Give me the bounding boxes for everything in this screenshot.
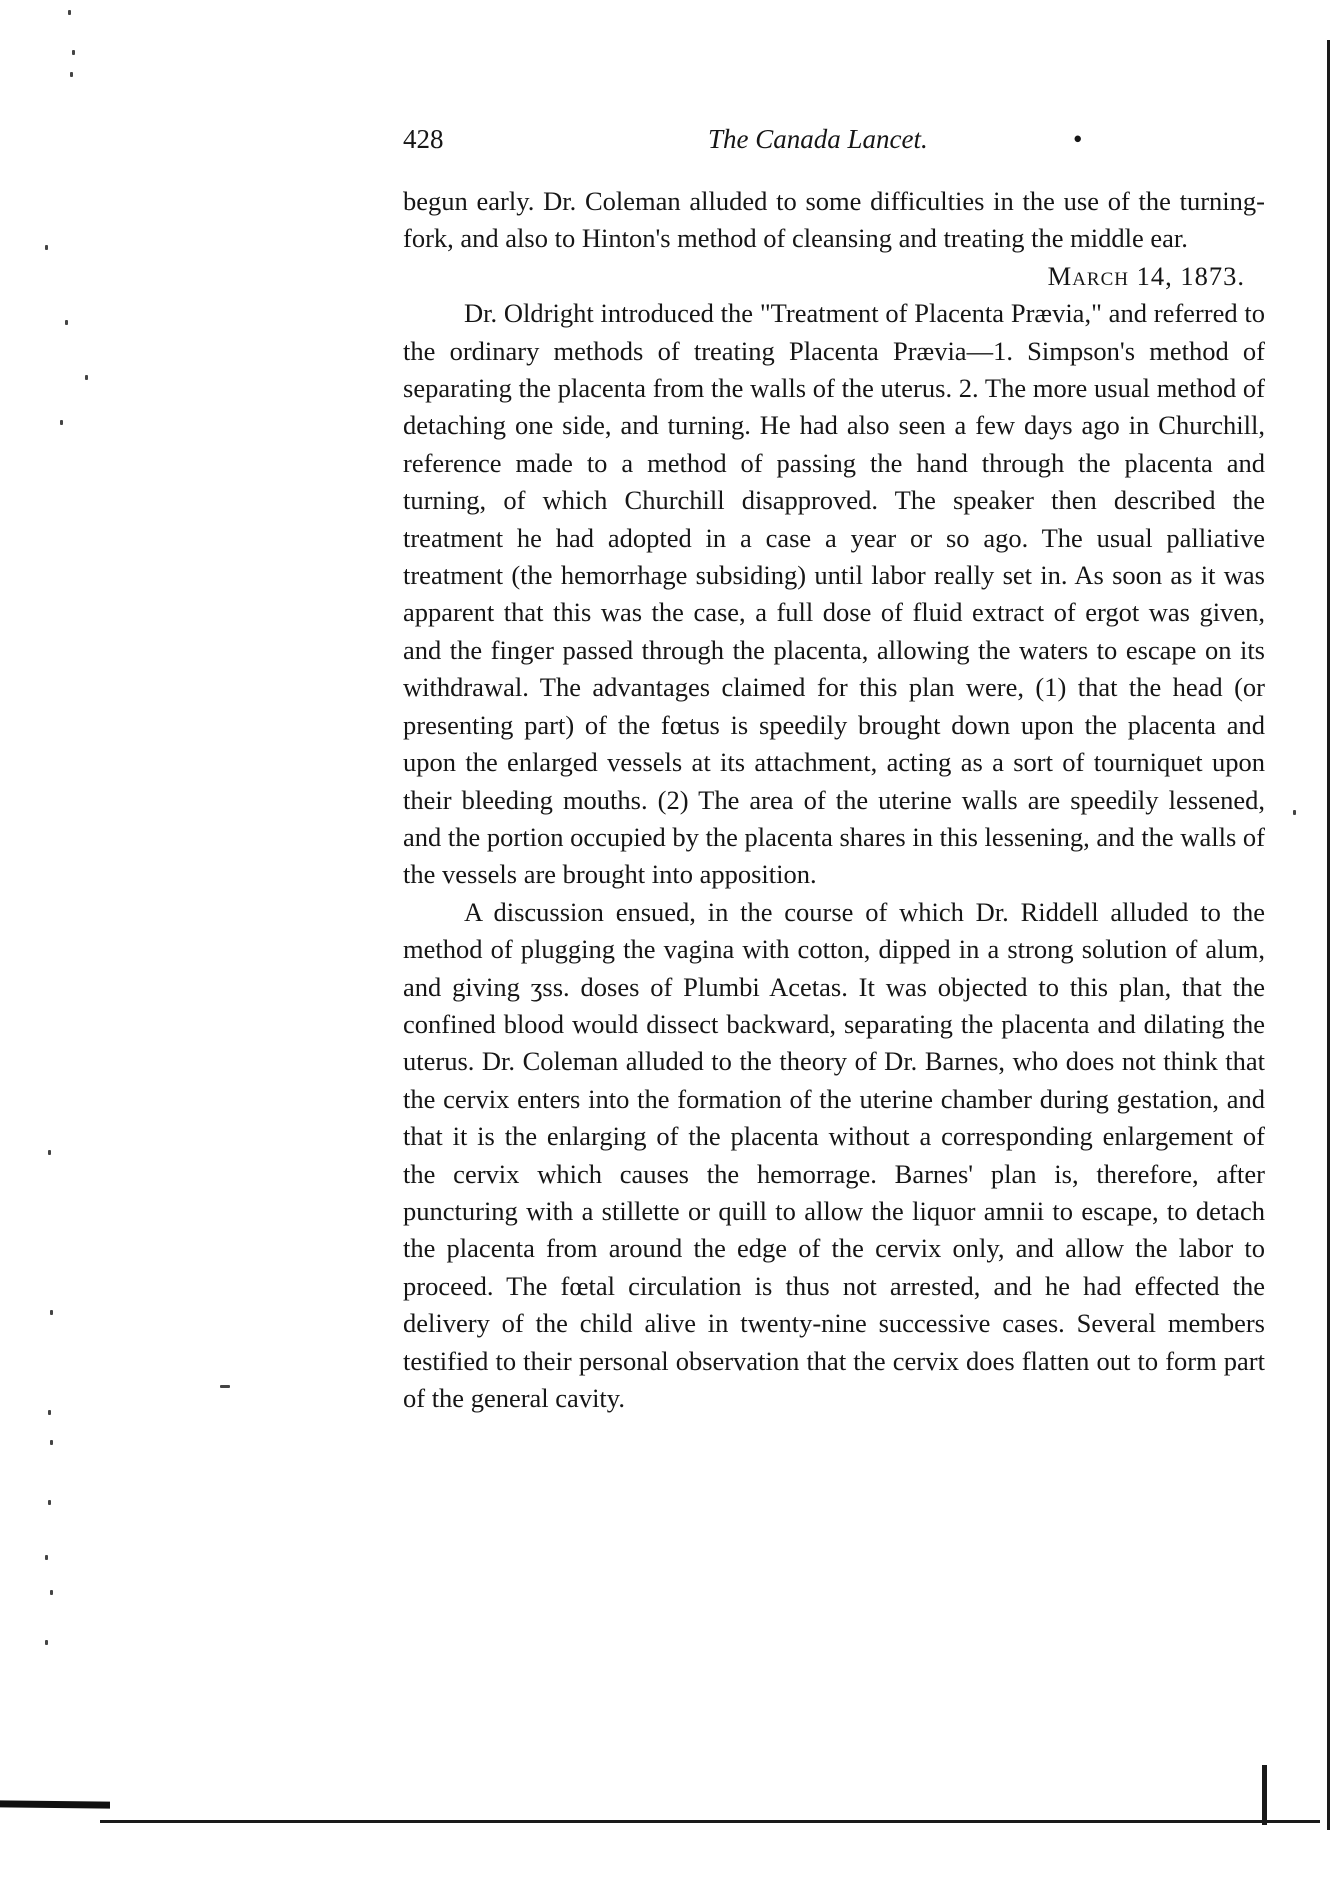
scan-speck [50, 1310, 53, 1315]
scan-edge-right [1327, 40, 1330, 1830]
scan-speck [48, 1150, 51, 1155]
header-bullet: • [1073, 124, 1083, 154]
scan-speck [48, 1410, 51, 1415]
scan-speck [72, 50, 75, 55]
paragraph-continuation: begun early. Dr. Coleman alluded to some difficulties in the use of the turning-fork, and also to Hinton's method of cleansing and treating the middle ear. [403, 186, 1265, 254]
scan-speck [60, 420, 63, 425]
scan-speck [85, 375, 88, 380]
scan-speck [70, 72, 73, 77]
scan-speck [65, 320, 68, 325]
scan-speck [48, 1500, 51, 1505]
scan-edge-bottom [100, 1820, 1320, 1823]
scan-speck [45, 245, 48, 250]
scan-speck [45, 1555, 48, 1560]
scan-edge-bottom-left [0, 1800, 110, 1808]
dateline: March 14, 1873. [1047, 260, 1245, 291]
page-number: 428 [403, 124, 444, 154]
scan-speck [45, 1640, 48, 1645]
scan-speck [220, 1385, 230, 1388]
scan-speck [50, 1440, 53, 1445]
scan-corner-mark [1262, 1765, 1267, 1825]
running-title: The Canada Lancet. [708, 124, 928, 154]
scan-speck [1293, 810, 1296, 815]
page-header [403, 124, 1103, 164]
scan-speck [50, 1590, 53, 1595]
paragraph-discussion: A discussion ensued, in the course of which Dr. Riddell alluded to the method of plugging the vagina with cotton, dipped in a strong solution of alum, and giving ʒss. doses of Plumbi Acetas. It was objected to this plan, that the confined blood would dissect backward, separating the placenta and dilating the uterus. Dr. Coleman alluded to the theory of Dr. Barnes, who does not think that the cervix enters into the formation of the uterine chamber during gestation, and that it is the enlarging of the placenta without a corresponding enlargement of the cervix which causes the hemorrage. Barnes' plan is, therefore, after puncturing with a stillette or quill to allow the liquor amnii to escape, to detach the placenta from around the edge of the cervix only, and allow the labor to proceed. The fœtal circulation is thus not arrested, and he had effected the delivery of the child alive in twenty-nine successive cases. Several members testified to their personal observation that the cervix does flatten out to form part of the general cavity. [403, 896, 1265, 1413]
paragraph-oldright: Dr. Oldright introduced the "Treatment of Placenta Prævia," and referred to the ordinary methods of treating Placenta Prævia—1. Simpson's method of separating the placenta from the walls of the uterus. 2. The more usual method of detaching one side, and turning. He had also seen a few days ago in Churchill, reference made to a method of passing the hand through the placenta and turning, of which Churchill disapproved. The speaker then described the treatment he had adopted in a case a year or so ago. The usual palliative treatment (the hemorrhage subsiding) until labor really set in. As soon as it was apparent that this was the case, a full dose of fluid extract of ergot was given, and the finger passed through the placenta, allowing the waters to escape on its withdrawal. The advantages claimed for this plan were, (1) that the head (or presenting part) of the fœtus is speedily brought down upon the placenta and upon the enlarged vessels at its attachment, acting as a sort of tourniquet upon their bleeding mouths. (2) The area of the uterine walls are speedily lessened, and the portion occupied by the placenta shares in this lessening, and the walls of the vessels are brought into apposition. [403, 298, 1265, 890]
article-text [403, 183, 1265, 1417]
scan-speck [68, 10, 71, 15]
